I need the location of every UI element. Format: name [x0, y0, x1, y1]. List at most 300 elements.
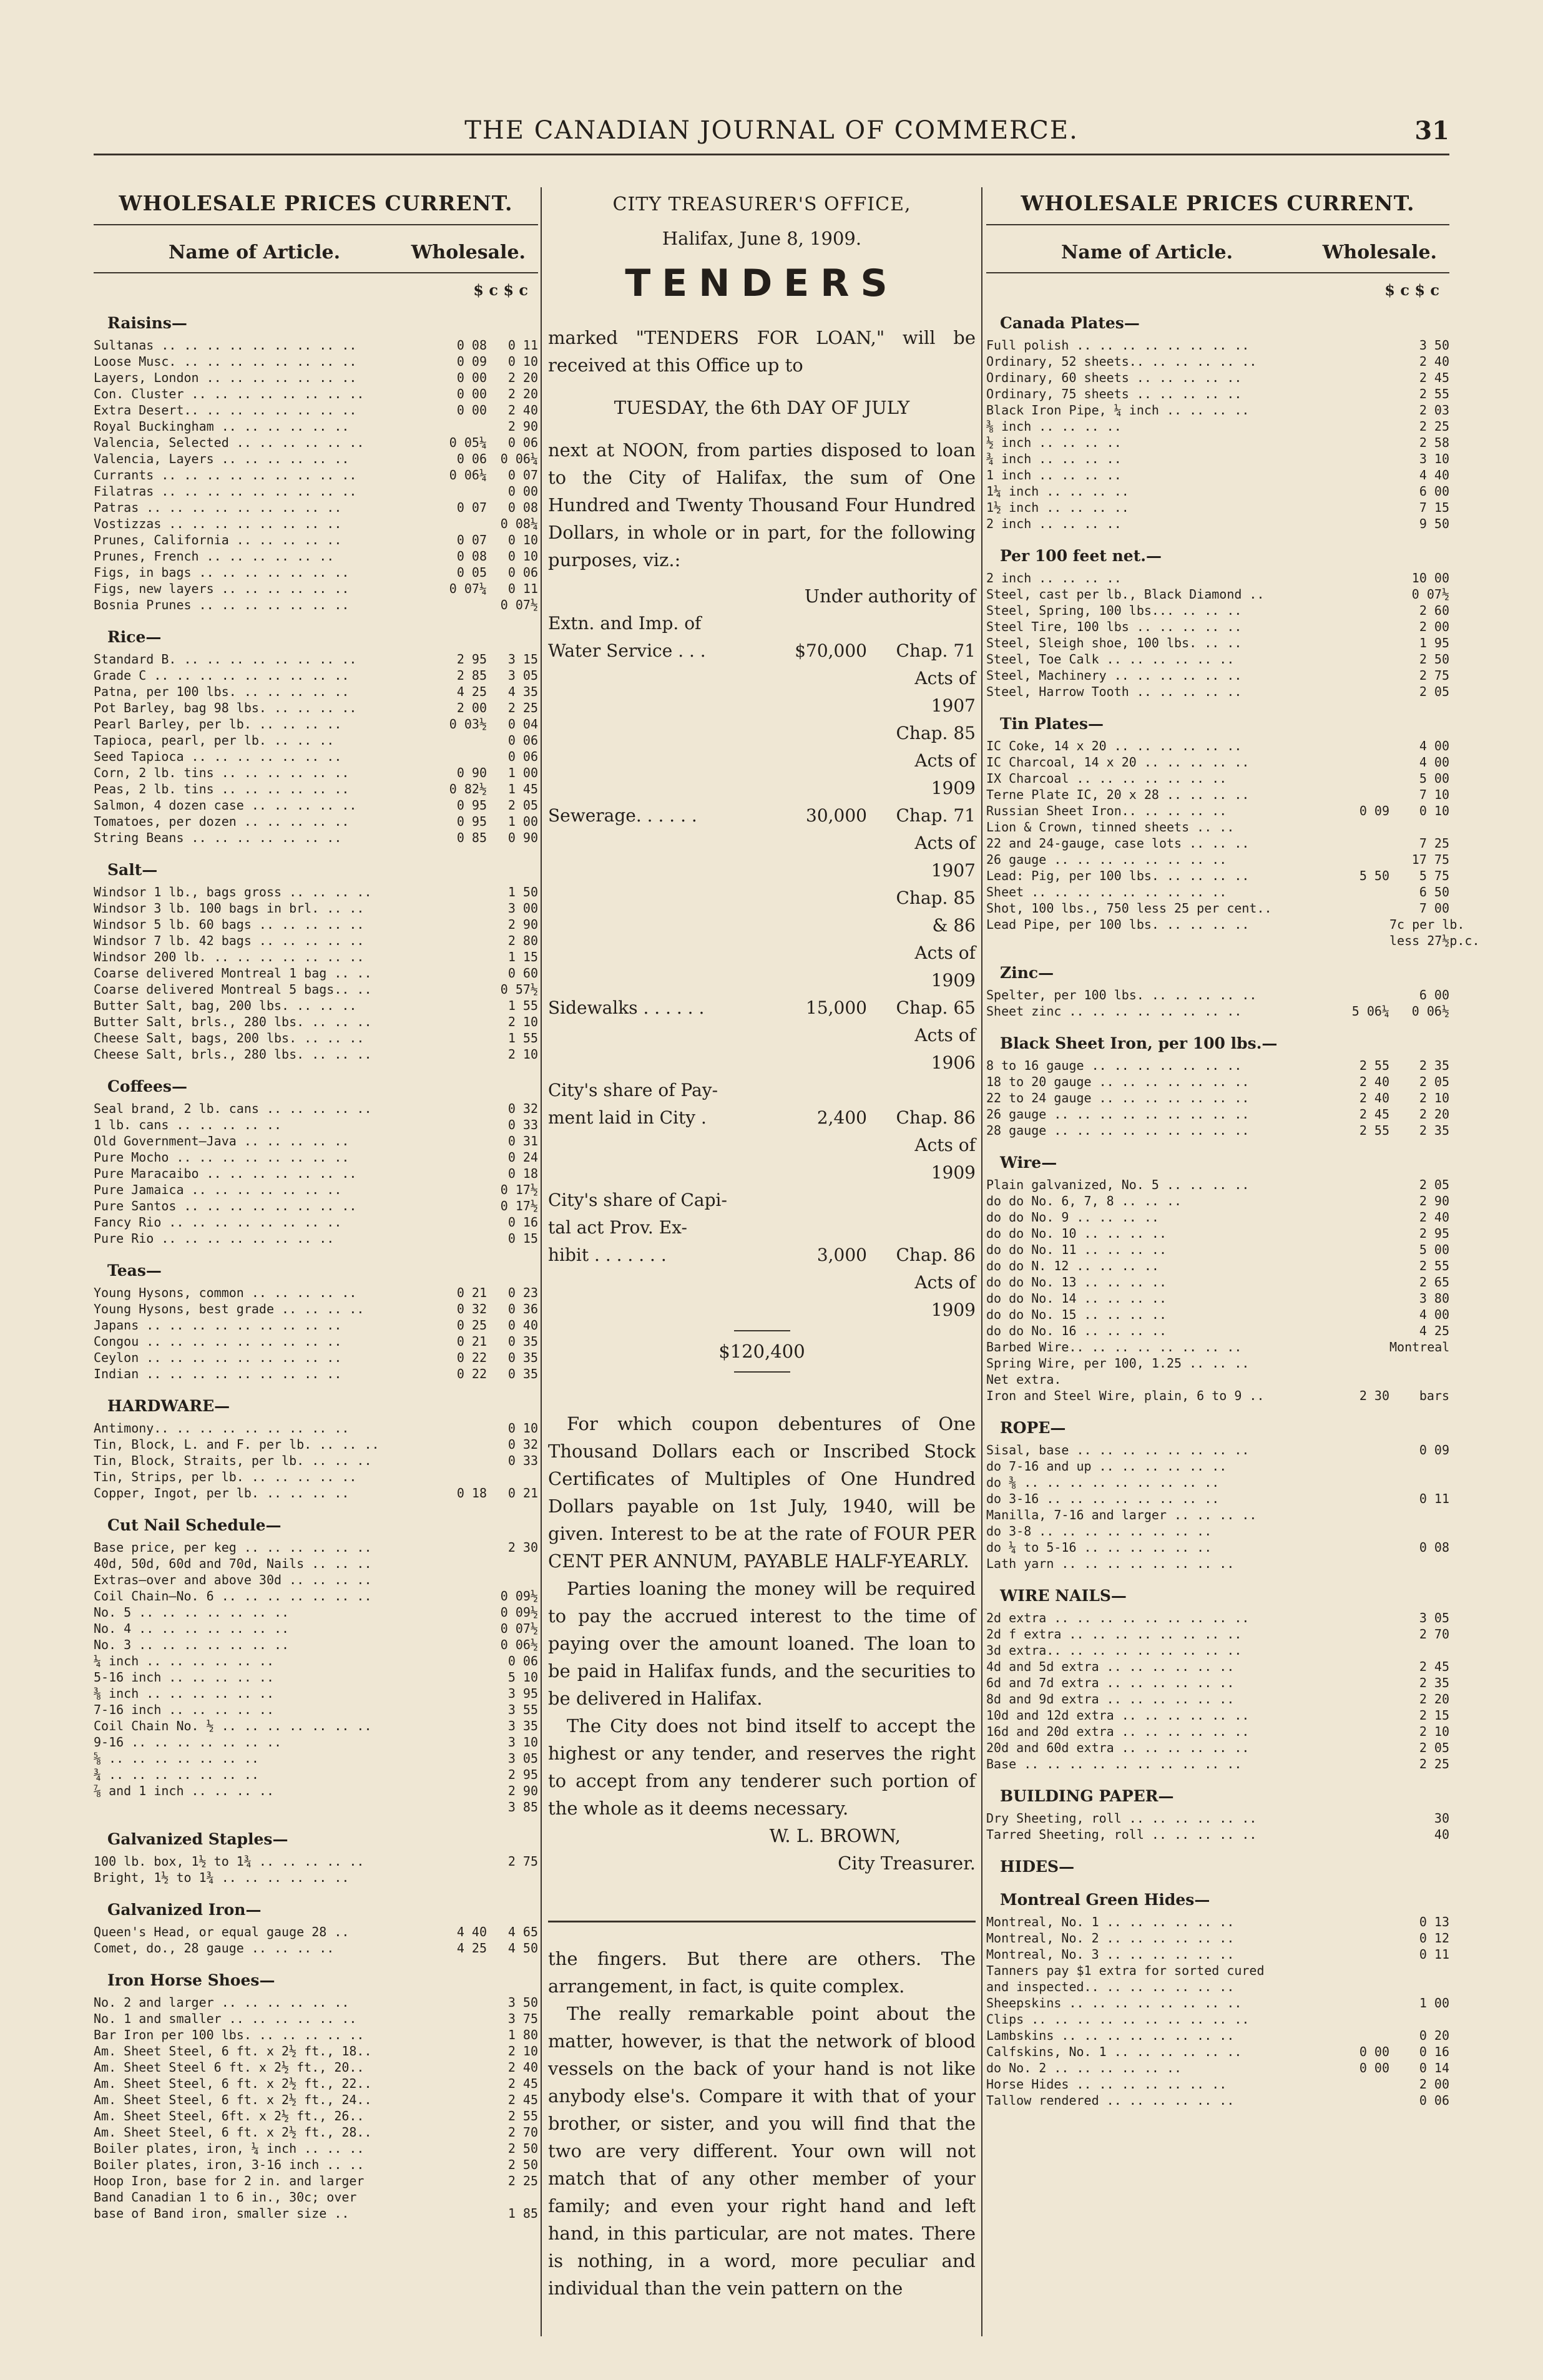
price-high: 2 15 [1419, 1708, 1449, 1723]
price-row [986, 1675, 1449, 1691]
price-row [986, 1258, 1449, 1274]
article-name: Black Iron Pipe, ¼ inch .. .. .. .. [986, 403, 1250, 418]
price-row [986, 1539, 1449, 1555]
price-row [94, 1117, 538, 1133]
section-title: Per 100 feet net.— [1000, 547, 1162, 565]
price-high: 4 25 [1419, 1323, 1449, 1338]
article-name: Barbed Wire.. .. .. .. .. .. .. .. [986, 1339, 1242, 1354]
purpose-authority: Chap. 86 [896, 1107, 976, 1128]
price-low [1330, 1225, 1389, 1241]
price-low [1330, 1707, 1389, 1723]
price-low [1330, 651, 1389, 667]
price-high: 3 85 [507, 1800, 538, 1814]
article-name: Salmon, 4 dozen case .. .. .. .. .. [94, 798, 357, 813]
price-row [986, 683, 1449, 700]
article-name: Pot Barley, bag 98 lbs. .. .. .. .. [94, 700, 357, 715]
price-low: 0 00 [1359, 2060, 1389, 2075]
price-row [94, 997, 538, 1014]
purpose-authority: Acts of 1909 [914, 1272, 976, 1320]
price-low [1330, 786, 1389, 803]
article-name: 22 to 24 gauge .. .. .. .. .. .. .. [986, 1090, 1250, 1105]
article-name [94, 1799, 436, 1815]
article-name: Tarred Sheeting, roll .. .. .. .. .. [986, 1827, 1257, 1842]
article-name: Seal brand, 2 lb. cans .. .. .. .. .. [94, 1101, 372, 1116]
price-low [436, 1766, 487, 1783]
article-name: Boiler plates, iron, ¼ inch .. .. .. [94, 2141, 365, 2156]
price-row [986, 1323, 1449, 1339]
price-high [1389, 1979, 1449, 1995]
article-name: Horse Hides .. .. .. .. .. .. .. [986, 2077, 1227, 2092]
price-low [436, 2173, 487, 2189]
prices-heading: WHOLESALE PRICES CURRENT. [119, 191, 513, 215]
price-high: 2 45 [507, 2092, 538, 2107]
price-high: 1 95 [1419, 635, 1449, 650]
authority-heading: Under authority of [804, 585, 976, 607]
price-row [94, 1799, 538, 1815]
price-low [436, 1100, 487, 1117]
article-name: Royal Buckingham .. .. .. .. .. .. [94, 419, 350, 434]
price-high: 2 45 [507, 2076, 538, 2091]
price-low [436, 1637, 487, 1653]
price-low: 4 40 [456, 1924, 487, 1939]
price-row [986, 499, 1449, 516]
price-high: 0 35 [507, 1350, 538, 1365]
article-name: 20d and 60d extra .. .. .. .. .. .. [986, 1740, 1250, 1755]
article-name: Steel Tire, 100 lbs .. .. .. .. .. [986, 619, 1242, 634]
price-high: 3 80 [1419, 1291, 1449, 1306]
price-row [94, 353, 538, 370]
price-row [986, 602, 1449, 619]
article-name: ¾ .. .. .. .. .. .. .. [94, 1767, 259, 1782]
price-low [1330, 2027, 1389, 2044]
price-high: 1 55 [507, 1031, 538, 1046]
currency-header-right: $ c $ c [1384, 281, 1439, 299]
price-sections [94, 314, 538, 2221]
price-high: 2 95 [507, 1767, 538, 1782]
price-row [94, 1469, 538, 1485]
article-name: Loose Musc. .. .. .. .. .. .. .. .. [94, 354, 357, 369]
price-low [436, 1046, 487, 1062]
price-high [1389, 1507, 1449, 1523]
price-row [94, 1555, 538, 1572]
purpose-authority [876, 1187, 976, 1214]
price-row [94, 337, 538, 353]
price-high: 4 00 [1419, 755, 1449, 770]
price-low [1330, 570, 1389, 586]
price-low: 0 32 [456, 1301, 487, 1316]
purpose-amount [745, 610, 876, 637]
purpose-amount: $70,000 [795, 640, 867, 661]
price-row [986, 1274, 1449, 1290]
price-low [436, 965, 487, 981]
price-row [986, 1442, 1449, 1458]
price-row [986, 1930, 1449, 1946]
price-low: 0 07¼ [449, 581, 487, 596]
price-high: 10 00 [1411, 571, 1449, 585]
price-row [986, 1723, 1449, 1740]
price-row [94, 1333, 538, 1349]
price-row [94, 580, 538, 597]
price-high: 3 05 [507, 1751, 538, 1766]
prices-column-right [986, 169, 1480, 2108]
price-row [94, 2027, 538, 2043]
price-low [436, 1702, 487, 1718]
price-high: 0 00 [507, 484, 538, 499]
article-name: Sultanas .. .. .. .. .. .. .. .. .. [94, 338, 357, 353]
price-row [986, 1290, 1449, 1306]
price-high: less 27½p.c. [1389, 933, 1480, 948]
price-row [94, 765, 538, 781]
price-row [986, 1523, 1449, 1539]
price-low [1330, 1914, 1389, 1930]
article-name: Tapioca, pearl, per lb. .. .. .. [94, 733, 335, 748]
section-title: Cut Nail Schedule— [107, 1516, 282, 1534]
article-name: Patna, per 100 lbs. .. .. .. .. .. [94, 684, 350, 699]
article-name: Steel, Spring, 100 lbs... .. .. .. [986, 603, 1242, 618]
price-low [1330, 1810, 1389, 1826]
price-low [436, 1452, 487, 1469]
column-divider-left [541, 187, 542, 2336]
price-row [94, 1317, 538, 1333]
article-name: Am. Sheet Steel 6 ft. x 2½ ft., 20.. [94, 2060, 365, 2075]
price-row [986, 1355, 1449, 1371]
article-name: 10d and 12d extra .. .. .. .. .. .. [986, 1708, 1250, 1723]
article-name: Tin, Strips, per lb. .. .. .. .. .. [94, 1469, 357, 1484]
price-row [986, 451, 1449, 467]
price-high [1389, 1371, 1449, 1388]
price-high: 2 95 [1419, 1226, 1449, 1241]
price-low: 2 45 [1359, 1107, 1389, 1122]
price-low [1330, 1691, 1389, 1707]
price-row [94, 467, 538, 483]
price-row [94, 683, 538, 700]
price-high: 5 75 [1419, 868, 1449, 883]
price-low: 5 50 [1359, 868, 1389, 883]
purpose-label [548, 747, 745, 802]
article-name: Old Government—Java .. .. .. .. .. [94, 1134, 350, 1148]
price-high: 7 10 [1419, 787, 1449, 802]
price-row [94, 1436, 538, 1452]
price-row [986, 851, 1449, 868]
article-name: Antimony.. .. .. .. .. .. .. .. .. [94, 1421, 350, 1436]
price-high: 6 00 [1419, 987, 1449, 1002]
price-low [1330, 1193, 1389, 1209]
price-row [986, 1979, 1449, 1995]
price-row [94, 532, 538, 548]
article-name: Boiler plates, iron, 3-16 inch .. .. [94, 2157, 365, 2172]
price-row [94, 797, 538, 813]
price-row [94, 781, 538, 797]
price-low [1330, 1555, 1389, 1572]
article-name: Montreal, No. 3 .. .. .. .. .. .. [986, 1947, 1235, 1962]
article-name: Spring Wire, per 100, 1.25 .. .. .. [986, 1356, 1250, 1371]
price-low [436, 1030, 487, 1046]
article-name: Lambskins .. .. .. .. .. .. .. .. [986, 2028, 1235, 2043]
price-high: 0 11 [1419, 1491, 1449, 1506]
price-low [436, 1853, 487, 1869]
price-high: 2 50 [507, 2141, 538, 2156]
purpose-amount: 2,400 [816, 1107, 867, 1128]
price-row [986, 1003, 1449, 1019]
price-low [436, 2124, 487, 2140]
price-low: 0 22 [456, 1366, 487, 1381]
purpose-authority: Chap. 86 [896, 1245, 976, 1265]
price-low: 0 00 [1359, 2044, 1389, 2059]
price-high: 0 60 [507, 966, 538, 981]
price-high: 2 60 [1419, 603, 1449, 618]
price-row [94, 916, 538, 933]
price-low: 2 55 [1359, 1058, 1389, 1073]
section-title: Tin Plates— [1000, 715, 1104, 733]
price-row [986, 738, 1449, 754]
article-name: Copper, Ingot, per lb. .. .. .. .. [94, 1486, 350, 1501]
price-high: 7 00 [1419, 901, 1449, 916]
price-high: 2 00 [1419, 619, 1449, 634]
table-header-right [986, 232, 1449, 273]
price-row [986, 353, 1449, 370]
price-high [1389, 1355, 1449, 1371]
price-low [1330, 1474, 1389, 1491]
tender-column [548, 169, 976, 2302]
article-name: 18 to 20 gauge .. .. .. .. .. .. .. [986, 1074, 1250, 1089]
purpose-amount: 3,000 [816, 1245, 867, 1265]
price-row [94, 1301, 538, 1317]
article-name: Bar Iron per 100 lbs. .. .. .. .. .. [94, 2027, 365, 2042]
price-high: 5 00 [1419, 771, 1449, 786]
price-low [436, 981, 487, 997]
price-row [986, 402, 1449, 418]
price-low [1330, 1675, 1389, 1691]
article-name: No. 1 and smaller .. .. .. .. .. .. [94, 2011, 357, 2026]
price-row [986, 1057, 1449, 1074]
price-row [94, 499, 538, 516]
section-title: Teas— [107, 1261, 162, 1280]
price-row [986, 1371, 1449, 1388]
section-title: WIRE NAILS— [1000, 1587, 1127, 1605]
price-low [1330, 1523, 1389, 1539]
price-high: 0 20 [1419, 2028, 1449, 2043]
price-low [436, 1133, 487, 1149]
price-low [436, 2010, 487, 2027]
price-high: 2 10 [507, 1047, 538, 1062]
article-name: do do No. 16 .. .. .. .. [986, 1323, 1167, 1338]
price-high: 2 03 [1419, 403, 1449, 418]
price-high: Montreal [1389, 1339, 1450, 1354]
price-row [94, 884, 538, 900]
price-low [436, 2027, 487, 2043]
article-name: Young Hysons, common .. .. .. .. .. [94, 1285, 357, 1300]
purpose-label: tal act Prov. Ex- [548, 1217, 687, 1238]
article-name: do do No. 11 .. .. .. .. [986, 1242, 1167, 1257]
price-high: 2 20 [1419, 1692, 1449, 1707]
article-name: 100 lb. box, 1½ to 1¾ .. .. .. .. .. [94, 1854, 365, 1869]
price-low [436, 997, 487, 1014]
price-high: 4 40 [1419, 468, 1449, 482]
price-row [986, 1339, 1449, 1355]
price-high [1389, 1474, 1449, 1491]
price-high: 0 21 [507, 1486, 538, 1501]
price-high: 0 90 [507, 830, 538, 845]
article-name: Calfskins, No. 1 .. .. .. .. .. .. [986, 2044, 1242, 2059]
purpose-amount [745, 830, 876, 884]
purpose-authority: Acts of 1906 [914, 1025, 976, 1073]
price-high: 2 50 [507, 2157, 538, 2172]
price-high: 0 10 [1419, 803, 1449, 818]
price-high [487, 1555, 538, 1572]
purpose-authority [876, 610, 976, 637]
total-rule-bottom [734, 1371, 790, 1373]
price-high: 1 80 [507, 2027, 538, 2042]
price-low [1330, 1355, 1389, 1371]
price-high: 3 05 [1419, 1610, 1449, 1625]
price-high: 2 25 [507, 2173, 538, 2188]
price-high: 2 50 [1419, 652, 1449, 667]
price-low [436, 516, 487, 532]
article-name: Queen's Head, or equal gauge 28 .. [94, 1924, 350, 1939]
price-high: 0 11 [507, 581, 538, 596]
price-high: 1 00 [507, 765, 538, 780]
article-name: Windsor 7 lb. 42 bags .. .. .. .. .. [94, 933, 365, 948]
price-row [94, 1349, 538, 1366]
article-name: Full polish .. .. .. .. .. .. .. .. [986, 338, 1250, 353]
price-row [94, 1182, 538, 1198]
article-name: Ordinary, 52 sheets.. .. .. .. .. .. [986, 354, 1257, 369]
signer-title: City Treasurer. [838, 1853, 976, 1874]
price-low [436, 1620, 487, 1637]
price-high: 0 06 [507, 1653, 538, 1668]
price-low [436, 1420, 487, 1436]
price-high: 0 17½ [500, 1198, 538, 1213]
price-row [94, 2075, 538, 2092]
price-low [436, 1014, 487, 1030]
price-row [986, 467, 1449, 483]
price-row [94, 1685, 538, 1702]
price-low: 0 82½ [449, 781, 487, 796]
price-low: 0 90 [456, 765, 487, 780]
section-title: Canada Plates— [1000, 314, 1140, 332]
article-name: 3d extra.. .. .. .. .. .. .. .. .. [986, 1643, 1242, 1658]
purpose-authority: Acts of 1907 [914, 668, 976, 716]
column-divider-right [981, 187, 982, 2336]
price-low [436, 1436, 487, 1452]
price-low [1330, 1740, 1389, 1756]
price-low [1330, 2092, 1389, 2108]
article-name: ¼ inch .. .. .. .. .. .. [94, 1653, 274, 1668]
article-name: 7-16 inch .. .. .. .. .. [94, 1702, 274, 1717]
page-header [94, 116, 1449, 154]
price-row [94, 483, 538, 499]
article-name: do do No. 14 .. .. .. .. [986, 1291, 1167, 1306]
article-name: 4d and 5d extra .. .. .. .. .. .. [986, 1659, 1235, 1674]
price-row [94, 1620, 538, 1637]
article-name: Montreal, No. 2 .. .. .. .. .. .. [986, 1931, 1235, 1946]
price-low [436, 1588, 487, 1604]
price-high: 7c per lb. [1389, 917, 1465, 932]
price-row [986, 835, 1449, 851]
price-row [986, 1209, 1449, 1225]
price-row [94, 597, 538, 613]
price-row [94, 1853, 538, 1869]
article-name: 1 inch .. .. .. .. [986, 468, 1122, 482]
price-high: 1 55 [507, 998, 538, 1013]
price-high: 2 55 [1419, 386, 1449, 401]
price-high: 2 58 [1419, 435, 1449, 450]
price-low [1330, 1539, 1389, 1555]
name-column-header-right: Name of Article. [1061, 242, 1233, 263]
price-high: 2 20 [1419, 1107, 1449, 1122]
price-high: 2 70 [1419, 1627, 1449, 1642]
article-name: ¾ inch .. .. .. .. [986, 451, 1122, 466]
price-high: 2 70 [507, 2125, 538, 2140]
price-row [986, 1626, 1449, 1642]
price-high: 3 35 [507, 1718, 538, 1733]
price-low: 4 25 [456, 1941, 487, 1956]
accrued-interest-paragraph: Parties loaning the money will be required to pay the accrued interest to the time of paying over the amount loaned. The loan to be paid in Halifax funds, and the securities to be delivered in Halifax. [548, 1578, 976, 1709]
article-name: Windsor 3 lb. 100 bags in brl. .. .. [94, 901, 365, 916]
price-row [94, 402, 538, 418]
article-name: Figs, new layers .. .. .. .. .. .. [94, 581, 350, 596]
price-high: 6 00 [1419, 484, 1449, 499]
article-name: Pure Mocho .. .. .. .. .. .. .. .. [94, 1150, 350, 1165]
price-high [1389, 1642, 1449, 1658]
price-row [986, 516, 1449, 532]
article-name: Am. Sheet Steel, 6 ft. x 2½ ft., 22.. [94, 2076, 372, 2091]
price-low [1330, 1946, 1389, 1962]
article-name: Windsor 5 lb. 60 bags .. .. .. .. .. [94, 917, 365, 932]
article-name: 16d and 20d extra .. .. .. .. .. .. [986, 1724, 1250, 1739]
price-row [986, 586, 1449, 602]
price-row [986, 1610, 1449, 1626]
purpose-authority: Chap. 71 [896, 640, 976, 661]
price-low [436, 1198, 487, 1214]
purpose-label [548, 720, 745, 747]
price-row [94, 716, 538, 732]
price-low [436, 1214, 487, 1230]
article-name: Steel, Machinery .. .. .. .. .. .. [986, 668, 1242, 683]
price-low [1330, 1723, 1389, 1740]
price-low: 2 00 [456, 700, 487, 715]
purpose-amount [745, 1132, 876, 1187]
price-low: 2 85 [456, 668, 487, 683]
price-high: 0 16 [507, 1215, 538, 1230]
price-row [94, 1485, 538, 1501]
price-low [1330, 586, 1389, 602]
price-low: 0 25 [456, 1318, 487, 1333]
article-name: do do No. 9 .. .. .. .. [986, 1210, 1159, 1225]
article-name: Sheet .. .. .. .. .. .. .. .. .. [986, 884, 1227, 899]
price-low [436, 1182, 487, 1198]
price-high: 0 14 [1419, 2060, 1449, 2075]
price-high: 0 13 [1419, 1914, 1449, 1929]
price-high: 6 50 [1419, 884, 1449, 899]
price-high [487, 1572, 538, 1588]
price-low [436, 597, 487, 613]
price-high: 0 10 [507, 354, 538, 369]
price-row [986, 868, 1449, 884]
price-low [1330, 1610, 1389, 1626]
price-low: 0 09 [456, 354, 487, 369]
price-low [436, 1555, 487, 1572]
article-name: No. 2 and larger .. .. .. .. .. .. [94, 1995, 350, 2010]
purpose-authority: Chap. 85 [896, 723, 976, 743]
price-high: 0 16 [1419, 2044, 1449, 2059]
article-name: do 3-8 .. .. .. .. .. .. .. .. [986, 1524, 1212, 1539]
article-fragment: the fingers. But there are others. The arrangement, in fact, is quite complex. [548, 1948, 976, 1997]
price-row [94, 1198, 538, 1214]
article-name: Currants .. .. .. .. .. .. .. .. .. [94, 468, 357, 482]
price-high: 30 [1434, 1811, 1449, 1826]
price-row [94, 732, 538, 748]
